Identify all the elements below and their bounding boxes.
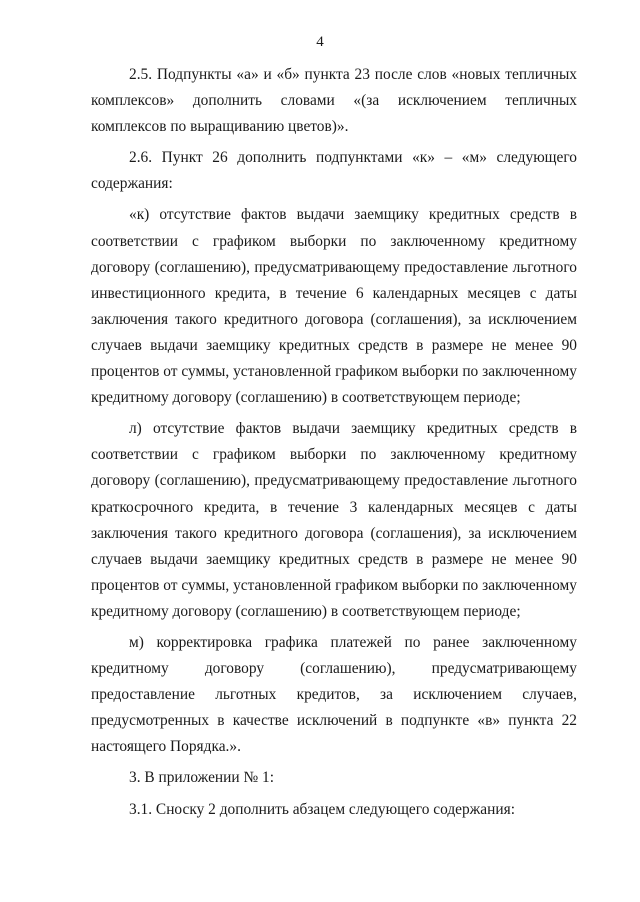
paragraph-3-1: 3.1. Сноску 2 дополнить абзацем следующего содержания: — [129, 800, 515, 818]
paragraph-subitem-k: «к) отсутствие фактов выдачи заемщику кредитных средств в соответствии с графиком выборки по заключенному кредитному договору (соглашению), предусматривающему предоставление льготного инвестиционного кредита, в течение 6 календарных месяцев с даты заключения такого кредитного договора (соглашения), за исключением случаев выдачи заемщику кредитных средств в размере не менее 90 процентов от суммы, установленной графиком выборки по заключенному кредитному договору (соглашению) в соответствующем периоде; — [91, 206, 577, 407]
paragraph-3: 3. В приложении № 1: — [129, 769, 274, 787]
paragraph-2-5: 2.5. Подпункты «а» и «б» пункта 23 после слов «новых тепличных комплексов» дополнить словами «(за исключением тепличных комплексов по выращиванию цветов)». — [91, 66, 577, 136]
document-body — [91, 62, 577, 823]
paragraph-subitem-l: л) отсутствие фактов выдачи заемщику кредитных средств в соответствии с графиком выборки по заключенному кредитному договору (соглашению), предусматривающему предоставление льготного краткосрочного кредита, в течение 3 календарных месяцев с даты заключения такого кредитного договора (соглашения), за исключением случаев выдачи заемщику кредитных средств в размере не менее 90 процентов от суммы, установленной графиком выборки по заключенному кредитному договору (соглашению) в соответствующем периоде; — [91, 420, 577, 620]
paragraph-subitem-m: м) корректировка графика платежей по ранее заключенному кредитному договору (соглашению), предусматривающему предоставление льготных кредитов, за исключением случаев, предусмотренных в качестве исключений в подпункте «в» пункта 22 настоящего Порядка.». — [91, 633, 577, 756]
paragraph-2-6: 2.6. Пункт 26 дополнить подпунктами «к» – «м» следующего содержания: — [91, 149, 577, 193]
page-number: 4 — [316, 34, 324, 50]
